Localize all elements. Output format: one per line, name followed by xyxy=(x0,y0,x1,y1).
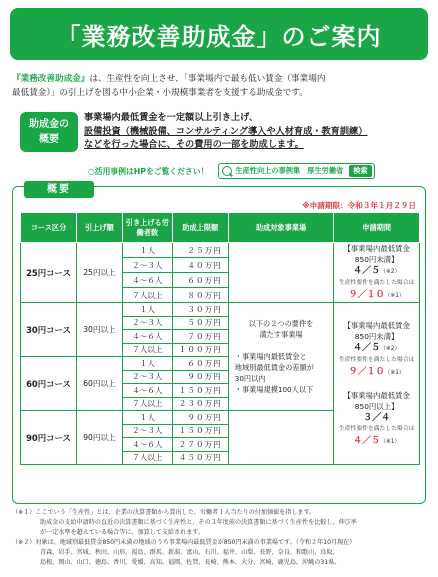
period-label: 【事業場内最低賃金 xyxy=(343,244,410,253)
footnote-2b: 青森、岩手、宮城、秋田、山形、福島、群馬、新潟、富山、石川、福井、山梨、長野、奈良、和歌山、鳥取、 xyxy=(40,549,339,556)
period-date: ４／５ xyxy=(353,342,381,353)
worker-count: １人 xyxy=(122,303,172,317)
footnote-1: （※１）ここでいう「生産性」とは、企業の決算書類から算出した、労働者１人当たりの付加価値を指します。 xyxy=(12,509,316,516)
limit-amount: ２３０万円 xyxy=(172,397,228,411)
condition-bullet-1a: ・事業場内最低賃金と xyxy=(234,352,307,361)
title-banner xyxy=(10,8,428,60)
period-wage: 850円未満】 xyxy=(354,331,399,341)
limit-amount: ９０万円 xyxy=(172,411,228,425)
header-workers: 引き上げる労働者数 xyxy=(122,213,172,243)
course-raise: 25円以上 xyxy=(76,243,122,303)
condition-line-1: 以下の２つの要件を xyxy=(248,319,314,328)
search-query: 生産性向上の事例集 厚生労働省 xyxy=(235,166,344,175)
period-date-b-bonus: ４／５ xyxy=(353,435,381,446)
period-date: ４／５ xyxy=(353,266,381,276)
period-note: 生産性要件を満たした場合は xyxy=(338,356,415,363)
course-raise: 60円以上 xyxy=(76,357,122,411)
worker-count: ２～３人 xyxy=(122,316,172,330)
period-mark: （※2） xyxy=(380,345,401,352)
worker-count: ７人以上 xyxy=(122,397,172,411)
application-deadline: ※申請期限：令和３年１月２９日 xyxy=(302,201,416,210)
limit-amount: ５０万円 xyxy=(172,316,228,330)
case-study-hint xyxy=(12,163,426,179)
intro-paragraph xyxy=(12,72,428,100)
limit-amount: ２５万円 xyxy=(172,243,228,258)
footnotes xyxy=(12,508,430,568)
condition-bullet-1b: 地域別最低賃金の差額が xyxy=(234,363,314,372)
worker-count: ２～３人 xyxy=(122,258,172,273)
period-label: 【事業場内最低賃金 xyxy=(343,320,410,330)
limit-amount: ２７０万円 xyxy=(172,438,228,452)
limit-amount: １００万円 xyxy=(172,343,228,357)
overview-badge-line-2: 概要 xyxy=(39,134,59,145)
period-note-b: 生産性要件を満たした場合は xyxy=(338,425,415,432)
overview-badge-line-1: 助成金の xyxy=(29,119,69,130)
course-name: 25円コース xyxy=(21,243,77,303)
course-name: 90円コース xyxy=(21,411,77,465)
period-note: 生産性要件を満たした場合は xyxy=(338,280,415,286)
overview-line-2: 設備投資（機械設備、コンサルティング導入や人材育成・教育訓練） xyxy=(84,125,368,137)
footnote-1b: 助成金の支給申請時の直近の決算書類に基づく生産性と、その３年度前の決算書類に基づく生産性を比較し、伸び率 xyxy=(40,519,357,526)
period-wage-b: 850円以上】 xyxy=(354,401,399,411)
header-raise: 引上げ額 xyxy=(76,213,122,243)
worker-count: １人 xyxy=(122,411,172,425)
limit-amount: ３０万円 xyxy=(172,303,228,317)
eligible-blank-2 xyxy=(228,411,334,465)
limit-amount: １５０万円 xyxy=(172,424,228,438)
program-name: 『業務改善助成金』 xyxy=(12,74,90,84)
limit-amount: ９０万円 xyxy=(172,370,228,384)
worker-count: ２～３人 xyxy=(122,424,172,438)
worker-count: ２～３人 xyxy=(122,370,172,384)
footnote-1c: が一定水準を超えている場合等に、加算して支給されます。 xyxy=(40,529,205,536)
worker-count: ４～６人 xyxy=(122,273,172,288)
search-box[interactable] xyxy=(218,163,374,179)
outline-tag: 概要 xyxy=(24,181,94,198)
worker-count: ７人以上 xyxy=(122,288,172,303)
worker-count: ４～６人 xyxy=(122,330,172,344)
overview-description xyxy=(84,111,424,152)
condition-line-2: 満たす事業場 xyxy=(259,330,303,339)
eligible-blank-1 xyxy=(228,243,334,303)
period-mark-b-bonus: （※1） xyxy=(380,438,401,445)
course-raise: 90円以上 xyxy=(76,411,122,465)
limit-amount: ４５０万円 xyxy=(172,451,228,465)
worker-count: ４～６人 xyxy=(122,438,172,452)
worker-count: １人 xyxy=(122,357,172,371)
limit-amount: ８０万円 xyxy=(172,288,228,303)
course-name: 30円コース xyxy=(21,303,77,357)
worker-count: ４～６人 xyxy=(122,384,172,398)
overview-line-3: などを行った場合に、その費用の一部を助成します。 xyxy=(84,139,304,150)
period-date-b: ３／４ xyxy=(363,412,391,423)
period-mark-bonus: （※1） xyxy=(384,293,405,299)
header-period: 申請期間 xyxy=(334,213,420,243)
period-date-bonus: ９／１０ xyxy=(348,366,385,377)
worker-count: ７人以上 xyxy=(122,343,172,357)
search-button[interactable]: 検索 xyxy=(349,165,371,177)
overview-badge xyxy=(20,112,78,152)
condition-bullet-2: ・事業場規模100人以下 xyxy=(234,385,314,394)
table-row xyxy=(21,303,420,317)
course-raise: 30円以上 xyxy=(76,303,122,357)
period-block-1 xyxy=(334,243,420,303)
hint-text: ○活用事例はHPをご覧ください！ xyxy=(88,166,209,176)
limit-amount: ６０万円 xyxy=(172,273,228,288)
intro-line-2: 最低賃金）」の引上げを図る中小企業・小規模事業者を支援する助成金です。 xyxy=(12,88,308,98)
page-title: 「業務改善助成金」のご案内 xyxy=(56,22,382,51)
table-header-row xyxy=(21,213,420,243)
course-table xyxy=(20,212,420,465)
worker-count: ７人以上 xyxy=(122,451,172,465)
period-wage: 850円未満】 xyxy=(354,255,399,264)
overview-line-1: 事業場内最低賃金を一定額以上引き上げ、 xyxy=(84,112,259,123)
limit-amount: ７０万円 xyxy=(172,330,228,344)
header-limit: 助成上限額 xyxy=(172,213,228,243)
condition-bullet-1c: 30円以内 xyxy=(234,374,266,383)
header-eligible: 助成対象事業場 xyxy=(228,213,334,243)
footnote-2: （※２）対象は、地域別最低賃金850円未満の地域のうち事業場内最低賃金が850円未満の事業場です。（令和２年10月現在） xyxy=(12,539,356,546)
intro-line-1: は、生産性を向上させ、「事業場内で最も低い賃金（事業場内 xyxy=(89,74,326,84)
search-icon xyxy=(222,166,232,176)
limit-amount: ６０万円 xyxy=(172,357,228,371)
limit-amount: ４０万円 xyxy=(172,258,228,273)
header-course: コース区分 xyxy=(21,213,77,243)
table-row xyxy=(21,243,420,258)
period-block-2 xyxy=(334,303,420,465)
footnote-2c: 島根、岡山、山口、徳島、香川、愛媛、高知、福岡、佐賀、長崎、熊本、大分、宮崎、鹿児島、沖縄の31県。 xyxy=(40,559,341,566)
period-mark-bonus: （※1） xyxy=(384,369,405,376)
period-date-bonus: ９／１０ xyxy=(348,290,385,300)
course-name: 60円コース xyxy=(21,357,77,411)
period-mark: （※2） xyxy=(380,269,401,275)
eligibility-conditions xyxy=(228,303,334,411)
period-label-b: 【事業場内最低賃金 xyxy=(343,390,410,400)
limit-amount: １５０万円 xyxy=(172,384,228,398)
worker-count: １人 xyxy=(122,243,172,258)
